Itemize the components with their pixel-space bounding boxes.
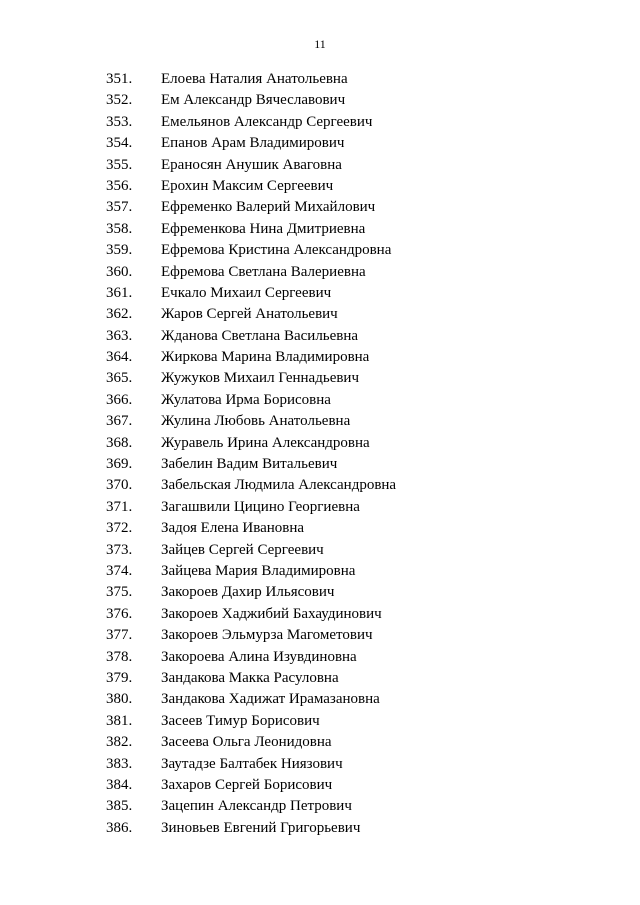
entry-name: Закороева Алина Изувдиновна: [161, 648, 357, 665]
entry-name: Ерохин Максим Сергеевич: [161, 177, 334, 194]
list-item: [0, 219, 640, 240]
list-item: [0, 155, 640, 176]
entry-name: Забельская Людмила Александровна: [161, 477, 397, 494]
list-item: [0, 796, 640, 817]
entry-name: Захаров Сергей Борисович: [161, 776, 333, 793]
list-item: [0, 818, 640, 839]
list-item: [0, 368, 640, 389]
entry-name: Ераносян Анушик Аваговна: [161, 156, 342, 173]
entry-name: Засеев Тимур Борисович: [161, 712, 320, 729]
entry-number: 372.: [106, 520, 133, 537]
entry-name: Ефременко Валерий Михайлович: [161, 199, 376, 216]
entry-number: 358.: [106, 220, 133, 237]
entry-name: Зандакова Макка Расуловна: [161, 669, 339, 686]
entry-number: 378.: [106, 648, 133, 665]
list-item: [0, 582, 640, 603]
entry-number: 359.: [106, 242, 133, 259]
entry-number: 379.: [106, 669, 133, 686]
entry-name: Зайцева Мария Владимировна: [161, 562, 356, 579]
entry-number: 363.: [106, 327, 133, 344]
list-item: [0, 540, 640, 561]
list-item: [0, 561, 640, 582]
list-item: [0, 197, 640, 218]
entry-number: 375.: [106, 584, 133, 601]
entry-number: 373.: [106, 541, 133, 558]
list-item: [0, 90, 640, 111]
list-item: [0, 497, 640, 518]
entry-number: 383.: [106, 755, 133, 772]
entry-name: Загашвили Цицино Георгиевна: [161, 498, 360, 515]
entry-name: Жаров Сергей Анатольевич: [161, 306, 338, 323]
entry-name: Епанов Арам Владимирович: [161, 135, 345, 152]
entry-name: Заутадзе Балтабек Ниязович: [161, 755, 343, 772]
list-item: [0, 604, 640, 625]
entry-number: 377.: [106, 627, 133, 644]
entry-name: Зацепин Александр Петрович: [161, 798, 352, 815]
entry-name: Зайцев Сергей Сергеевич: [161, 541, 324, 558]
list-item: [0, 283, 640, 304]
entry-number: 354.: [106, 135, 133, 152]
entry-name: Ем Александр Вячеславович: [161, 92, 346, 109]
entry-number: 357.: [106, 199, 133, 216]
list-item: [0, 304, 640, 325]
entry-name: Закороев Дахир Ильясович: [161, 584, 335, 601]
list-item: [0, 711, 640, 732]
list-item: [0, 775, 640, 796]
entry-number: 368.: [106, 434, 133, 451]
entry-number: 362.: [106, 306, 133, 323]
list-item: [0, 518, 640, 539]
list-item: [0, 112, 640, 133]
entry-name: Журавель Ирина Александровна: [161, 434, 370, 451]
entry-number: 386.: [106, 819, 133, 836]
list-item: [0, 475, 640, 496]
entry-number: 380.: [106, 691, 133, 708]
entry-number: 370.: [106, 477, 133, 494]
entry-name: Забелин Вадим Витальевич: [161, 456, 338, 473]
entry-name: Ефременкова Нина Дмитриевна: [161, 220, 366, 237]
list-item: [0, 262, 640, 283]
entry-name: Закороев Эльмурза Магометович: [161, 627, 373, 644]
entry-name: Жулатова Ирма Борисовна: [161, 391, 331, 408]
entry-number: 371.: [106, 498, 133, 515]
entry-name: Задоя Елена Ивановна: [161, 520, 305, 537]
entry-number: 352.: [106, 92, 133, 109]
entry-number: 384.: [106, 776, 133, 793]
entry-number: 361.: [106, 284, 133, 301]
entry-name: Засеева Ольга Леонидовна: [161, 734, 332, 751]
list-item: [0, 326, 640, 347]
list-item: [0, 754, 640, 775]
entry-name: Закороев Хаджибий Бахаудинович: [161, 605, 382, 622]
entry-name: Ефремова Кристина Александровна: [161, 242, 392, 259]
page-number: 11: [314, 37, 326, 51]
list-item: [0, 732, 640, 753]
entry-name: Жиркова Марина Владимировна: [161, 349, 370, 366]
list-item: [0, 240, 640, 261]
entry-name: Жужуков Михаил Геннадьевич: [161, 370, 360, 387]
list-item: [0, 347, 640, 368]
entry-name: Емельянов Александр Сергеевич: [161, 113, 373, 130]
entry-number: 381.: [106, 712, 133, 729]
entry-number: 374.: [106, 562, 133, 579]
list-item: [0, 647, 640, 668]
entry-name: Ечкало Михаил Сергеевич: [161, 284, 332, 301]
entry-name: Елоева Наталия Анатольевна: [161, 71, 348, 87]
entry-number: 382.: [106, 734, 133, 751]
entry-name: Жулина Любовь Анатольевна: [161, 413, 351, 430]
list-item: [0, 390, 640, 411]
entry-number: 365.: [106, 370, 133, 387]
list-item: [0, 625, 640, 646]
entry-name: Зиновьев Евгений Григорьевич: [161, 819, 361, 836]
entry-number: 355.: [106, 156, 133, 173]
entry-number: 353.: [106, 113, 133, 130]
list-item: [0, 454, 640, 475]
list-item: [0, 69, 640, 90]
entry-number: 376.: [106, 605, 133, 622]
entry-number: 364.: [106, 349, 133, 366]
entry-name: Ефремова Светлана Валериевна: [161, 263, 366, 280]
entry-number: 360.: [106, 263, 133, 280]
entry-number: 385.: [106, 798, 133, 815]
list-item: [0, 133, 640, 154]
list-item: [0, 689, 640, 710]
name-list: [0, 69, 640, 839]
list-item: [0, 668, 640, 689]
list-item: [0, 176, 640, 197]
list-item: [0, 433, 640, 454]
entry-number: 367.: [106, 413, 133, 430]
entry-number: 356.: [106, 177, 133, 194]
entry-number: 366.: [106, 391, 133, 408]
entry-number: 351.: [106, 71, 133, 87]
entry-name: Зандакова Хадижат Ирамазановна: [161, 691, 380, 708]
entry-name: Жданова Светлана Васильевна: [161, 327, 359, 344]
entry-number: 369.: [106, 456, 133, 473]
list-item: [0, 411, 640, 432]
